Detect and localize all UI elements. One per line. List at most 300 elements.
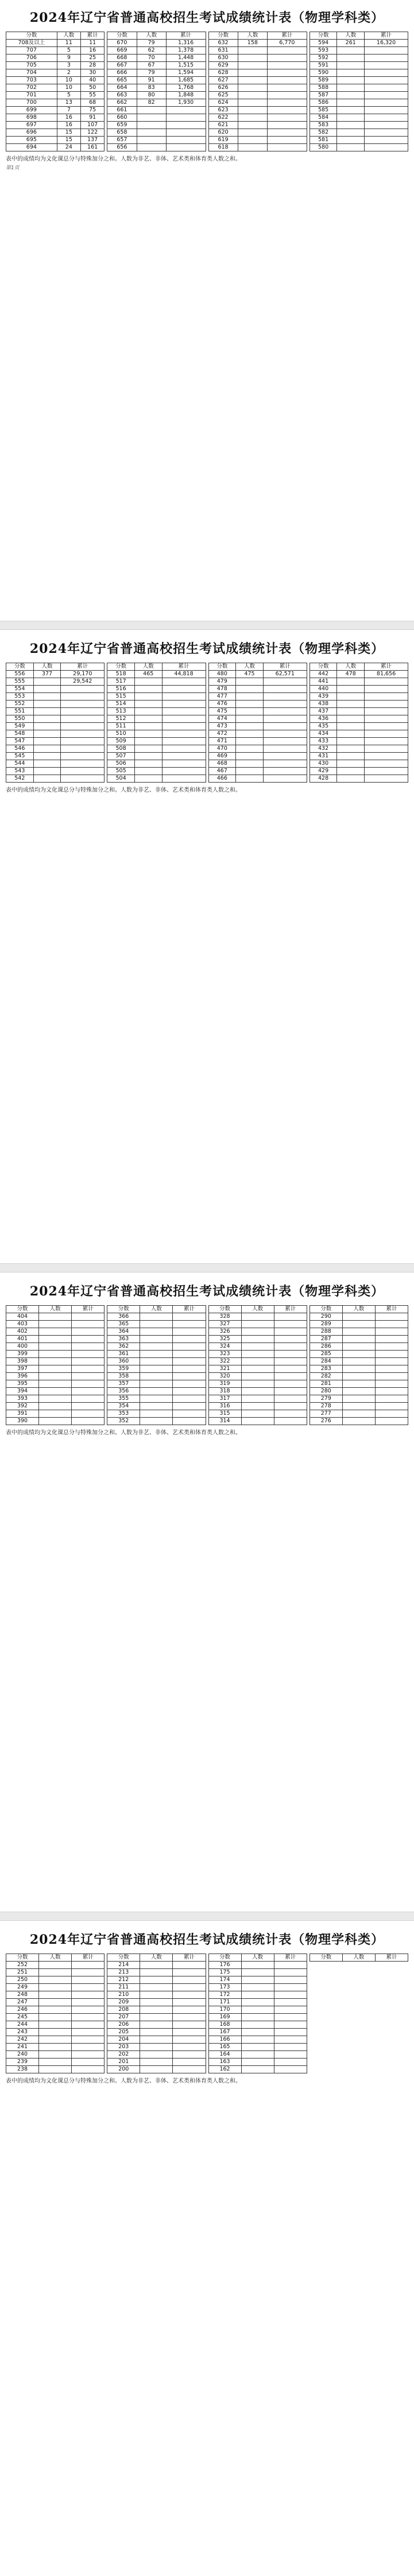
table-row [309, 1395, 408, 1403]
table-row [208, 2044, 307, 2051]
table-container [6, 1305, 408, 1425]
table-header-row [208, 663, 307, 671]
cumulative-cell [375, 1351, 408, 1358]
table-row [208, 723, 307, 730]
score-cell: 506 [107, 760, 135, 768]
score-cell: 212 [107, 1976, 140, 1984]
table-row [309, 144, 408, 151]
table-row [309, 114, 408, 122]
table-row [6, 1991, 105, 1999]
table-row [107, 2014, 206, 2021]
score-cell: 401 [6, 1336, 39, 1343]
count-cell [342, 1336, 375, 1343]
score-cell: 314 [208, 1418, 241, 1425]
cumulative-cell [72, 1962, 105, 1969]
score-cell: 434 [309, 730, 337, 738]
count-cell [39, 2014, 72, 2021]
score-cell: 404 [6, 1313, 39, 1321]
table-row [208, 122, 307, 129]
table-row [6, 1395, 105, 1403]
score-cell: 546 [6, 745, 34, 753]
count-cell [238, 84, 267, 92]
score-cell: 171 [208, 1999, 241, 2006]
cumulative-cell [72, 1969, 105, 1976]
cumulative-cell [268, 122, 307, 129]
cumulative-cell [162, 701, 206, 708]
count-cell [241, 1328, 274, 1336]
table-row [107, 671, 206, 678]
score-cell: 556 [6, 671, 34, 678]
table-row [309, 1321, 408, 1328]
page-title: 2024年辽宁省普通高校招生考试成绩统计表（物理学科类） [29, 1932, 385, 1947]
count-cell [337, 753, 365, 760]
count-cell [39, 1976, 72, 1984]
column-header-count: 人数 [134, 663, 162, 671]
cumulative-cell: 11 [80, 40, 104, 47]
cumulative-cell [162, 775, 206, 783]
table-row [107, 62, 206, 69]
count-cell [140, 2029, 173, 2036]
score-cell: 472 [208, 730, 236, 738]
cumulative-cell [274, 1962, 307, 1969]
score-cell: 627 [208, 77, 238, 84]
score-cell: 239 [6, 2059, 39, 2066]
table-row [208, 114, 307, 122]
score-cell: 696 [6, 129, 57, 137]
count-cell [33, 701, 61, 708]
table-row [208, 708, 307, 715]
count-cell [39, 2044, 72, 2051]
cumulative-cell [72, 1336, 105, 1343]
table-row [208, 1962, 307, 1969]
count-cell [33, 738, 61, 745]
score-cell: 290 [309, 1313, 342, 1321]
score-cell: 399 [6, 1351, 39, 1358]
score-cell: 168 [208, 2021, 241, 2029]
cumulative-cell [72, 1343, 105, 1351]
score-cell: 658 [107, 129, 137, 137]
count-cell [140, 1403, 173, 1410]
table-header-row [309, 663, 408, 671]
cumulative-cell [173, 1328, 206, 1336]
cumulative-cell [173, 2006, 206, 2014]
score-cell: 397 [6, 1365, 39, 1373]
cumulative-cell [173, 1373, 206, 1380]
cumulative-cell [365, 129, 408, 137]
column-header-score: 分数 [6, 1954, 39, 1962]
cumulative-cell: 44,818 [162, 671, 206, 678]
table-row [309, 99, 408, 107]
table-row [6, 92, 105, 99]
score-cell: 172 [208, 1991, 241, 1999]
score-cell: 214 [107, 1962, 140, 1969]
count-cell [241, 1403, 274, 1410]
score-cell: 667 [107, 62, 137, 69]
count-cell [140, 1984, 173, 1991]
cumulative-cell: 25 [80, 55, 104, 62]
table-row [6, 99, 105, 107]
table-row [107, 1343, 206, 1351]
count-cell: 15 [57, 137, 80, 144]
score-cell: 588 [309, 84, 337, 92]
table-row [309, 122, 408, 129]
table-row [6, 129, 105, 137]
table-row [309, 40, 408, 47]
count-cell [236, 693, 264, 701]
count-cell [140, 1969, 173, 1976]
table-row [309, 55, 408, 62]
score-cell: 431 [309, 753, 337, 760]
table-row [107, 114, 206, 122]
count-cell [33, 745, 61, 753]
page-divider [0, 621, 414, 630]
count-cell [241, 1976, 274, 1984]
column-header-score: 分数 [107, 1306, 140, 1313]
score-cell: 705 [6, 62, 57, 69]
count-cell: 70 [137, 55, 166, 62]
score-cell: 505 [107, 768, 135, 775]
table-row [309, 107, 408, 114]
score-cell: 623 [208, 107, 238, 114]
table-row [309, 760, 408, 768]
score-cell: 402 [6, 1328, 39, 1336]
cumulative-cell [61, 693, 105, 701]
cumulative-cell [375, 1410, 408, 1418]
score-cell: 701 [6, 92, 57, 99]
cumulative-cell [365, 77, 408, 84]
score-cell: 357 [107, 1380, 140, 1388]
cumulative-cell: 50 [80, 84, 104, 92]
score-cell: 467 [208, 768, 236, 775]
cumulative-cell [173, 2066, 206, 2073]
count-cell [140, 1976, 173, 1984]
score-cell: 316 [208, 1403, 241, 1410]
cumulative-cell [365, 99, 408, 107]
cumulative-cell [365, 92, 408, 99]
page-title: 2024年辽宁省普通高校招生考试成绩统计表（物理学科类） [29, 1284, 385, 1299]
score-cell: 480 [208, 671, 236, 678]
score-cell: 279 [309, 1395, 342, 1403]
table-header-row [309, 1954, 408, 1962]
table-row [208, 1365, 307, 1373]
count-cell [39, 1999, 72, 2006]
table-row [208, 1418, 307, 1425]
score-cell: 515 [107, 693, 135, 701]
column-header-cumulative: 累计 [365, 663, 408, 671]
footnote: 表中的成绩均为文化课总分与特殊加分之和。人数为非艺、非体、艺术类和体育类人数之和。 [6, 1430, 241, 1436]
score-cell: 504 [107, 775, 135, 783]
count-cell [241, 1962, 274, 1969]
cumulative-cell [365, 55, 408, 62]
count-cell [236, 738, 264, 745]
table-row [309, 62, 408, 69]
score-cell: 390 [6, 1418, 39, 1425]
cumulative-cell [365, 775, 408, 783]
column-header-count: 人数 [57, 32, 80, 40]
cumulative-cell [274, 1380, 307, 1388]
cumulative-cell [61, 708, 105, 715]
table-row [6, 144, 105, 151]
table-row [208, 107, 307, 114]
cumulative-cell [365, 122, 408, 129]
table-row [208, 40, 307, 47]
count-cell: 13 [57, 99, 80, 107]
score-cell: 430 [309, 760, 337, 768]
score-cell: 698 [6, 114, 57, 122]
table-row [6, 77, 105, 84]
cumulative-cell [274, 1999, 307, 2006]
table-row [208, 47, 307, 55]
count-cell [241, 1999, 274, 2006]
cumulative-cell [274, 1395, 307, 1403]
table-header-row [107, 1954, 206, 1962]
table-row [208, 2029, 307, 2036]
cumulative-cell [173, 1984, 206, 1991]
column-header-score: 分数 [208, 32, 238, 40]
table-row [208, 715, 307, 723]
cumulative-cell [365, 84, 408, 92]
score-cell: 659 [107, 122, 137, 129]
table-row [208, 129, 307, 137]
table-row [107, 686, 206, 693]
table-row [309, 92, 408, 99]
cumulative-cell [72, 1418, 105, 1425]
table-row [107, 1962, 206, 1969]
page-4 [0, 1922, 414, 2570]
table-row [309, 715, 408, 723]
score-cell: 391 [6, 1410, 39, 1418]
table-row [107, 47, 206, 55]
count-cell [140, 1388, 173, 1395]
score-cell: 248 [6, 1991, 39, 1999]
count-cell [137, 114, 166, 122]
count-cell [337, 745, 365, 753]
cumulative-cell: 6,770 [268, 40, 307, 47]
table-row [107, 2044, 206, 2051]
table-row [6, 1358, 105, 1365]
score-cell: 622 [208, 114, 238, 122]
table-row [107, 1395, 206, 1403]
cumulative-cell [365, 47, 408, 55]
table-row [107, 1313, 206, 1321]
table-row [309, 84, 408, 92]
count-cell [140, 2059, 173, 2066]
score-cell: 585 [309, 107, 337, 114]
count-cell [241, 2036, 274, 2044]
score-cell: 470 [208, 745, 236, 753]
cumulative-cell [173, 1962, 206, 1969]
count-cell [337, 77, 365, 84]
score-cell: 359 [107, 1365, 140, 1373]
score-cell: 251 [6, 1969, 39, 1976]
table-row [6, 775, 105, 783]
score-cell: 660 [107, 114, 137, 122]
count-cell [337, 678, 365, 686]
table-row [6, 1336, 105, 1343]
cumulative-cell [263, 715, 307, 723]
page-2 [0, 631, 414, 1250]
column-header-count: 人数 [140, 1954, 173, 1962]
count-cell [140, 1343, 173, 1351]
cumulative-cell [274, 1976, 307, 1984]
count-cell: 24 [57, 144, 80, 151]
count-cell: 158 [238, 40, 267, 47]
count-cell [140, 2066, 173, 2073]
table-row [208, 1976, 307, 1984]
cumulative-cell [166, 122, 206, 129]
score-cell: 580 [309, 144, 337, 151]
cumulative-cell [365, 708, 408, 715]
cumulative-cell [61, 730, 105, 738]
table-row [6, 708, 105, 715]
column-header-cumulative: 累计 [72, 1954, 105, 1962]
cumulative-cell: 1,594 [166, 69, 206, 77]
score-cell: 277 [309, 1410, 342, 1418]
score-cell: 479 [208, 678, 236, 686]
table-row [107, 55, 206, 62]
count-cell [337, 99, 365, 107]
count-cell [140, 2051, 173, 2059]
table-row [208, 1991, 307, 1999]
table-header-row [309, 32, 408, 40]
score-cell: 428 [309, 775, 337, 783]
cumulative-cell [274, 1351, 307, 1358]
score-table-block [309, 1954, 408, 2073]
table-row [208, 1395, 307, 1403]
score-cell: 288 [309, 1328, 342, 1336]
count-cell [337, 686, 365, 693]
score-cell: 511 [107, 723, 135, 730]
table-row [208, 137, 307, 144]
column-header-count: 人数 [39, 1306, 72, 1313]
table-row [208, 2059, 307, 2066]
count-cell [342, 1328, 375, 1336]
cumulative-cell [72, 2051, 105, 2059]
count-cell [39, 2006, 72, 2014]
score-cell: 167 [208, 2029, 241, 2036]
table-row [107, 40, 206, 47]
table-row [6, 1313, 105, 1321]
score-cell: 282 [309, 1373, 342, 1380]
score-cell: 174 [208, 1976, 241, 1984]
score-cell: 581 [309, 137, 337, 144]
count-cell [241, 2029, 274, 2036]
table-row [6, 1321, 105, 1328]
score-cell: 514 [107, 701, 135, 708]
table-header-row [107, 1306, 206, 1313]
score-cell: 205 [107, 2029, 140, 2036]
cumulative-cell [268, 47, 307, 55]
score-cell: 694 [6, 144, 57, 151]
count-cell [337, 129, 365, 137]
count-cell [241, 1321, 274, 1328]
cumulative-cell [268, 77, 307, 84]
cumulative-cell [166, 114, 206, 122]
cumulative-cell [268, 55, 307, 62]
score-cell: 699 [6, 107, 57, 114]
score-cell: 278 [309, 1403, 342, 1410]
table-row [6, 693, 105, 701]
table-row [107, 107, 206, 114]
score-cell: 240 [6, 2051, 39, 2059]
table-row [309, 1328, 408, 1336]
score-cell: 213 [107, 1969, 140, 1976]
cumulative-cell [162, 768, 206, 775]
table-row [208, 1351, 307, 1358]
table-row [208, 2051, 307, 2059]
score-cell: 475 [208, 708, 236, 715]
cumulative-cell [274, 1410, 307, 1418]
score-cell: 553 [6, 693, 34, 701]
table-row [208, 693, 307, 701]
cumulative-cell [375, 1380, 408, 1388]
cumulative-cell: 107 [80, 122, 104, 129]
cumulative-cell [274, 1969, 307, 1976]
count-cell [241, 1991, 274, 1999]
cumulative-cell [268, 69, 307, 77]
table-row [309, 723, 408, 730]
table-header-row [208, 1954, 307, 1962]
table-row [208, 144, 307, 151]
score-cell: 583 [309, 122, 337, 129]
table-row [208, 1336, 307, 1343]
table-row [6, 1388, 105, 1395]
table-row [107, 1373, 206, 1380]
column-header-score: 分数 [6, 1306, 39, 1313]
score-cell: 392 [6, 1403, 39, 1410]
table-row [107, 92, 206, 99]
score-cell: 668 [107, 55, 137, 62]
count-cell [337, 114, 365, 122]
column-header-count: 人数 [241, 1954, 274, 1962]
score-cell: 517 [107, 678, 135, 686]
table-row [208, 1388, 307, 1395]
count-cell [337, 69, 365, 77]
score-cell: 619 [208, 137, 238, 144]
table-row [107, 2006, 206, 2014]
table-header-row [208, 1306, 307, 1313]
cumulative-cell [274, 1403, 307, 1410]
score-cell: 631 [208, 47, 238, 55]
column-header-cumulative: 累计 [263, 663, 307, 671]
count-cell [238, 129, 267, 137]
cumulative-cell [173, 1999, 206, 2006]
count-cell: 91 [137, 77, 166, 84]
score-cell: 507 [107, 753, 135, 760]
cumulative-cell [365, 730, 408, 738]
score-table-block [107, 1954, 206, 2073]
cumulative-cell [173, 1343, 206, 1351]
count-cell [39, 2059, 72, 2066]
cumulative-cell [274, 2059, 307, 2066]
cumulative-cell [365, 69, 408, 77]
count-cell [134, 738, 162, 745]
score-cell: 708及以上 [6, 40, 57, 47]
count-cell [337, 738, 365, 745]
count-cell [238, 99, 267, 107]
score-cell: 516 [107, 686, 135, 693]
count-cell [33, 760, 61, 768]
score-cell: 395 [6, 1380, 39, 1388]
count-cell: 5 [57, 92, 80, 99]
cumulative-cell: 137 [80, 137, 104, 144]
table-row [309, 129, 408, 137]
cumulative-cell: 1,448 [166, 55, 206, 62]
count-cell [337, 122, 365, 129]
score-cell: 365 [107, 1321, 140, 1328]
column-header-cumulative: 累计 [274, 1306, 307, 1313]
column-header-score: 分数 [6, 663, 34, 671]
